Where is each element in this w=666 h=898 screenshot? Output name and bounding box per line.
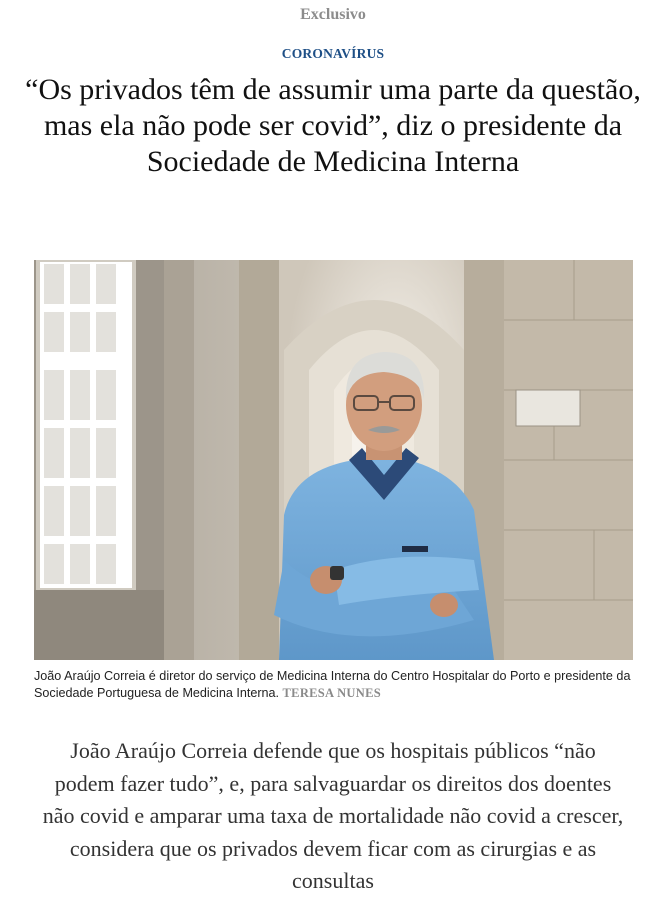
portrait-photo-illustration <box>34 260 633 660</box>
photo-credit: TERESA NUNES <box>282 686 381 700</box>
section-label[interactable]: CORONAVÍRUS <box>281 46 385 61</box>
caption-text: João Araújo Correia é diretor do serviço de Medicina Interna do Centro Hospitalar do Porto e presidente da Sociedade Portuguesa de Medicina Interna. <box>34 669 631 700</box>
article-photo <box>34 260 633 660</box>
photo-caption <box>34 668 634 702</box>
exclusive-label: Exclusivo <box>300 6 366 23</box>
article-lead: João Araújo Correia defende que os hospitais públicos “não podem fazer tudo”, e, para salvaguardar os direitos dos doentes não covid e amparar uma taxa de mortalidade não covid a crescer, considera que os privados devem ficar com as cirurgias e as consultas <box>42 738 624 893</box>
article-headline: “Os privados têm de assumir uma parte da questão, mas ela não pode ser covid”, diz o presidente da Sociedade de Medicina Interna <box>25 73 641 178</box>
